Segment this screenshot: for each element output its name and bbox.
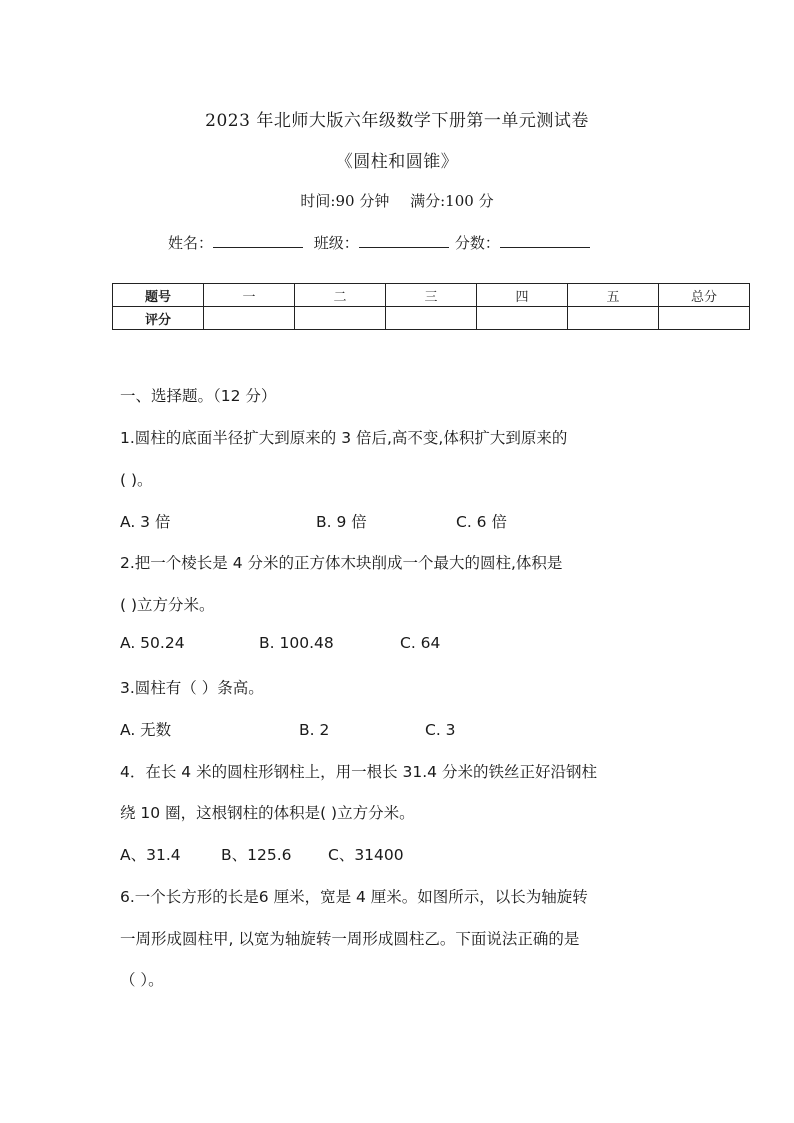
option-c: C. 6 倍 (456, 513, 507, 531)
table-header-cell: 五 (568, 284, 659, 307)
question-2-line-2: ( )立方分米。 (120, 596, 215, 614)
option-c: C、31400 (328, 846, 404, 864)
class-blank[interactable] (359, 233, 449, 248)
score-label: 分数： (454, 234, 500, 252)
score-cell[interactable] (295, 307, 386, 330)
page-subtitle: 《圆柱和圆锥》 (335, 152, 459, 172)
option-a: A、31.4 (120, 846, 181, 864)
page-title: 2023 年北师大版六年级数学下册第一单元测试卷 (205, 111, 589, 131)
question-2-options (120, 634, 440, 652)
table-row (113, 284, 750, 307)
table-row (113, 307, 750, 330)
score-cell[interactable] (477, 307, 568, 330)
table-header-cell: 四 (477, 284, 568, 307)
question-2-line-1: 2.把一个棱长是 4 分米的正方体木块削成一个最大的圆柱,体积是 (120, 554, 563, 572)
question-1-line-1: 1.圆柱的底面半径扩大到原来的 3 倍后,高不变,体积扩大到原来的 (120, 429, 568, 447)
question-6-line-2: 一周形成圆柱甲, 以宽为轴旋转一周形成圆柱乙。下面说法正确的是 (120, 930, 580, 948)
exam-meta (0, 190, 794, 211)
table-row-head: 评分 (113, 307, 204, 330)
option-c: C. 64 (400, 634, 441, 652)
class-label: 班级： (313, 234, 359, 252)
option-a: A. 3 倍 (120, 513, 171, 531)
question-1-options (120, 510, 507, 532)
option-a: A. 50.24 (120, 634, 185, 652)
name-blank[interactable] (213, 233, 303, 248)
question-4-line-1: 4．在长 4 米的圆柱形钢柱上，用一根长 31.4 分米的铁丝正好沿钢柱 (120, 763, 597, 781)
score-cell[interactable] (386, 307, 477, 330)
table-header-cell: 一 (204, 284, 295, 307)
question-4-options (120, 843, 404, 865)
option-a: A. 无数 (120, 721, 172, 739)
question-3-line-1: 3.圆柱有（ ）条高。 (120, 679, 264, 697)
score-cell[interactable] (204, 307, 295, 330)
question-4-line-2: 绕 10 圈，这根钢柱的体积是( )立方分米。 (120, 804, 415, 822)
table-header-cell: 二 (295, 284, 386, 307)
question-6-line-1: 6.一个长方形的长是6 厘米，宽是 4 厘米。如图所示，以长为轴旋转 (120, 888, 588, 906)
question-1-line-2: ( )。 (120, 471, 153, 489)
option-b: B、125.6 (221, 846, 292, 864)
score-cell[interactable] (659, 307, 750, 330)
question-6-line-3: （ ）。 (120, 971, 164, 989)
option-c: C. 3 (425, 721, 456, 739)
student-info (168, 232, 596, 253)
section-heading: 一、选择题。（12 分） (120, 387, 277, 405)
exam-time: 时间:90 分钟 (300, 192, 390, 210)
score-cell[interactable] (568, 307, 659, 330)
table-header-cell: 三 (386, 284, 477, 307)
option-b: B. 9 倍 (316, 513, 367, 531)
option-b: B. 2 (299, 721, 330, 739)
table-header-cell: 题号 (113, 284, 204, 307)
score-table (112, 283, 750, 330)
question-3-options (120, 718, 456, 740)
table-header-cell: 总分 (659, 284, 750, 307)
exam-full-score: 满分:100 分 (410, 192, 494, 210)
name-label: 姓名： (168, 234, 214, 252)
score-blank[interactable] (500, 233, 590, 248)
option-b: B. 100.48 (259, 634, 334, 652)
